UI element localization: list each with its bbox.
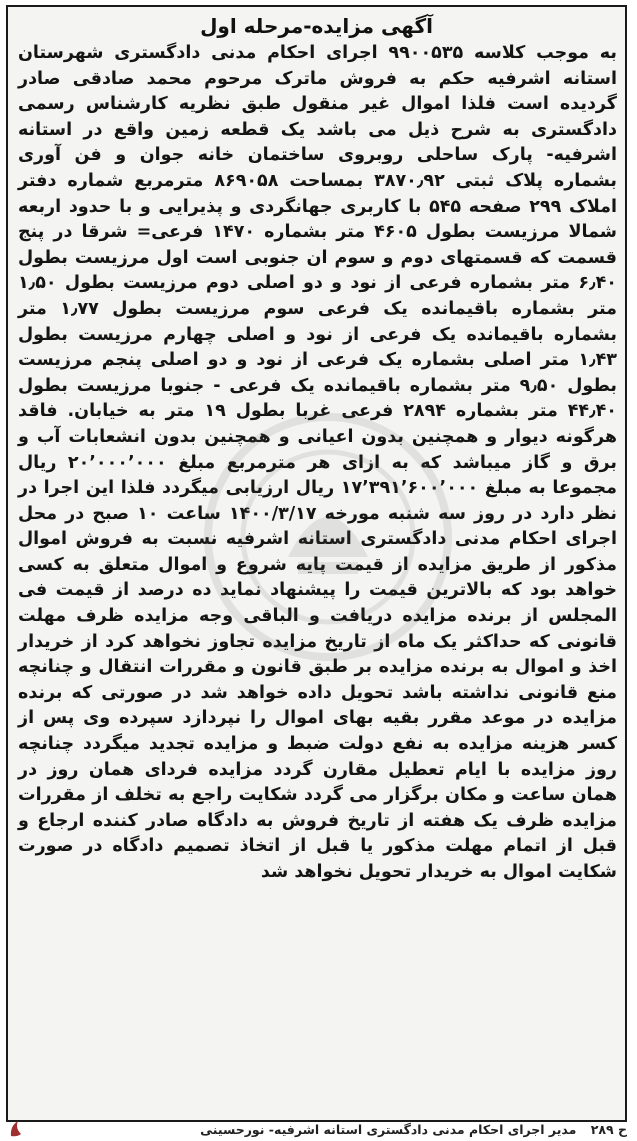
- notice-title: آگهی مزایده-مرحله اول: [200, 14, 433, 38]
- notice-footer: [6, 1121, 627, 1139]
- notice-body: به موجب کلاسه ۹۹۰۰۵۳۵ اجرای احکام مدنی دادگستری شهرستان استانه اشرفیه حکم به فروش ماترک مرحوم محمد صادقی صادر گردیده است فلذا اموال غیر منقول طبق نظریه کارشناس رسمی دادگستری به شرح ذیل می باشد یک قطعه زمین واقع در استانه اشرفیه- پارک ساحلی روبروی ساختمان خانه جوان و فن آوری بشماره پلاک ثبتی ۳۸۷۰٫۹۲ بمساحت ۸۶۹۰۵۸ مترمربع شماره دفتر املاک ۲۹۹ صفحه ۵۴۵ با کاربری جهانگردی و پذیرایی و با حدود اربعه شمالا مرزیست بطول ۴۶۰۵ متر بشماره ۱۴۷۰ فرعی= شرقا در پنج قسمت که قسمتهای دوم و سوم ان جنوبی است اول مرزیست بطول ۶٫۴۰ متر بشماره فرعی از نود و دو اصلی دوم مرزیست بطول ۱٫۵۰ متر بشماره باقیمانده یک فرعی سوم مرزیست بطول ۱٫۷۷ متر بشماره باقیمانده یک فرعی از نود و اصلی چهارم مرزیست بطول ۱٫۴۳ متر اصلی بشماره یک فرعی از نود و دو اصلی پنجم مرزیست بطول ۹٫۵۰ متر بشماره باقیمانده یک فرعی - جنوبا مرزیست بطول ۴۴٫۴۰ متر بشماره ۲۸۹۴ فرعی غربا بطول ۱۹ متر به خیابان. فاقد هرگونه دیوار و همچنین بدون اعیانی و همچنین بدون انشعابات آب و برق و گاز میباشد که به ازای هر مترمربع مبلغ ۲۰٬۰۰۰٬۰۰۰ ریال مجموعا به مبلغ ۱۷٬۳۹۱٬۶۰۰٬۰۰۰ ریال ارزیابی میگردد فلذا این اجرا در نظر دارد در روز سه شنبه مورخه ۱۴۰۰/۳/۱۷ ساعت ۱۰ صبح در محل اجرای احکام مدنی دادگستری استانه اشرفیه نسبت به فروش اموال مذکور از طریق مزایده از قیمت پایه شروع و اموال متعلق به کسی خواهد بود که بالاترین قیمت را پیشنهاد نماید ده درصد از قیمت فی المجلس از برنده مزایده دریافت و الباقی وجه مزایده ظرف مهلت قانونی که حداکثر یک ماه از تاریخ مزایده تجاوز نخواهد کرد از خریدار اخذ و اموال به برنده مزایده بر طبق قانون و مقررات انتقال و چنانچه منع قانونی نداشته باشد تحویل داده خواهد شد در صورتی که برنده مزایده در موعد مقرر بقیه بهای اموال را نپردازد سپرده وی پس از کسر هزینه مزایده به نفع دولت ضبط و مزایده تجدید میگردد چنانچه روز مزایده با ایام تعطیل مقارن گردد مزایده فردای همان روز در همان ساعت و مکان برگزار می گردد شکایت راجع به تخلف از مقررات مزایده ظرف یک هفته از تاریخ فروش به دادگاه صادر کننده ارجاع و قبل از اتمام مهلت مذکور یا قبل از اتخاذ تصمیم دادگاه در صورت شکایت اموال به خریدار تحویل نخواهد شد: [18, 43, 618, 882]
- footer-signature: مدیر اجرای احکام مدنی دادگستری استانه اشرفیه- نورحسینی: [200, 1122, 577, 1137]
- footer-code: ح ۲۸۹: [590, 1122, 627, 1137]
- corner-mark-icon: [8, 1118, 24, 1138]
- auction-notice: [6, 5, 627, 1122]
